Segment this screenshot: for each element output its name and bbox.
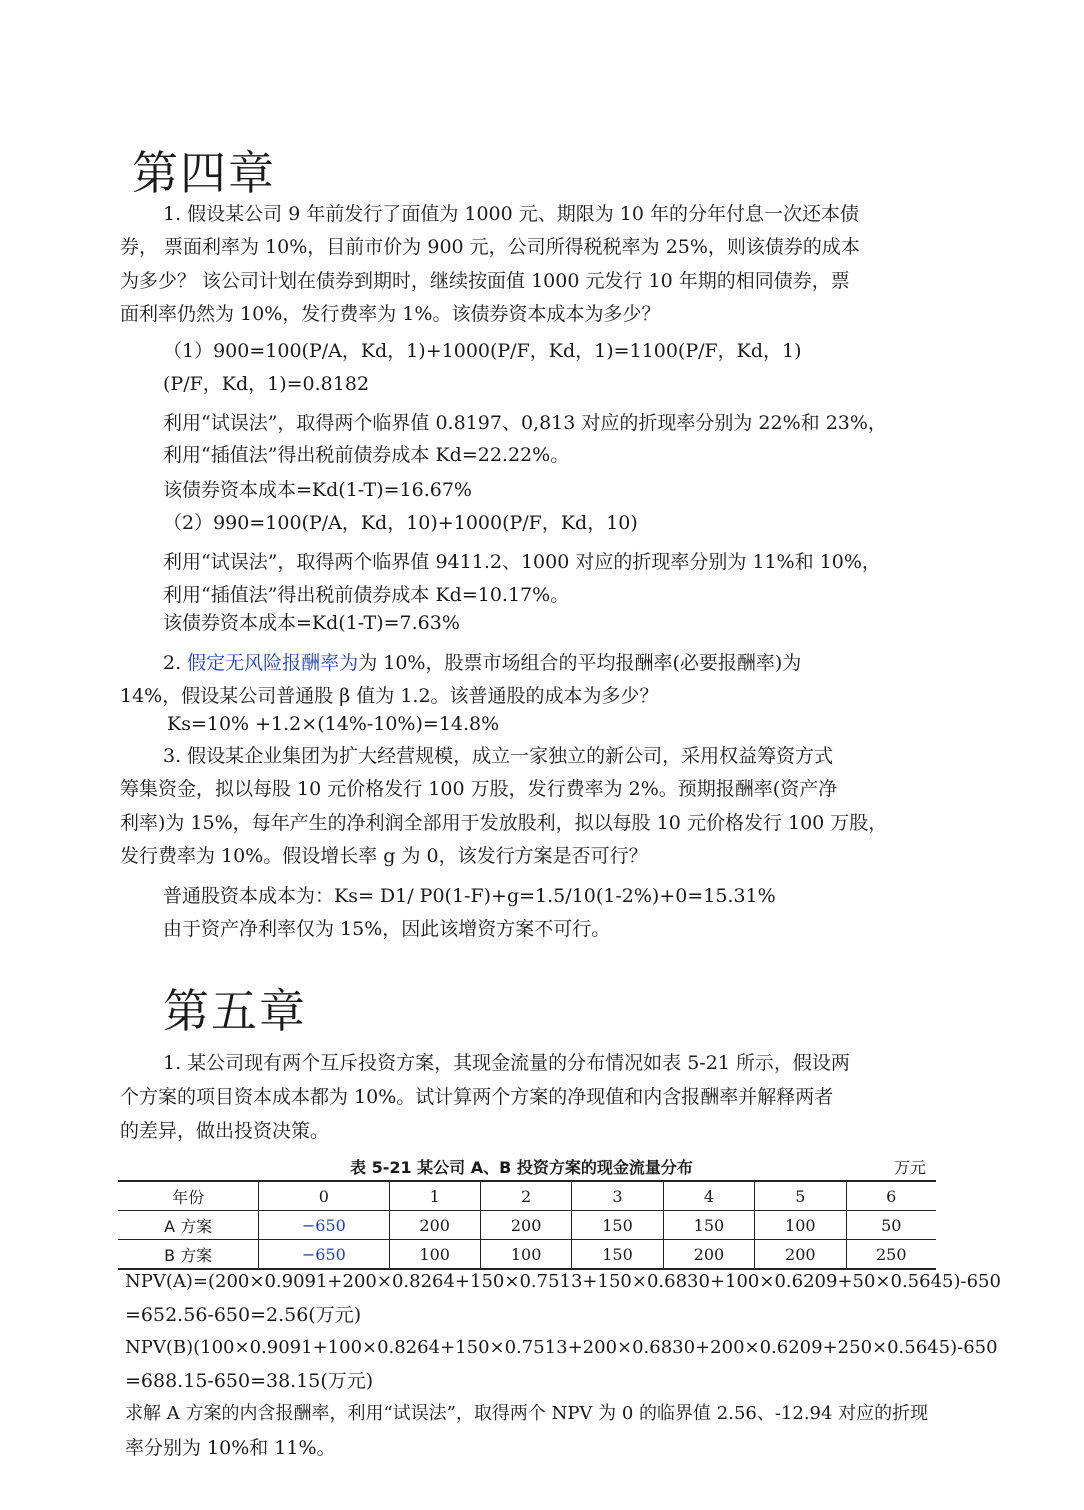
table-cell: 150 <box>572 1240 663 1270</box>
chapter-4-title: 第四章 <box>132 146 276 200</box>
table-cell: 4 <box>663 1181 754 1211</box>
table-unit: 万元 <box>894 1158 927 1177</box>
table-cell: −650 <box>259 1240 389 1270</box>
a1-text-5: 利用“插值法”得出税前债券成本 Kd=10.17%。 <box>163 584 570 606</box>
table-cell: 0 <box>259 1181 389 1211</box>
table-cell: 1 <box>389 1181 480 1211</box>
table-cell: A 方案 <box>118 1211 259 1240</box>
npv-b-result: =688.15-650=38.15(万元) <box>125 1370 374 1392</box>
table-cell: 100 <box>755 1211 846 1240</box>
q3-answer-2: 由于资产净利率仅为 15%，因此该增资方案不可行。 <box>163 918 611 940</box>
table-cell: 50 <box>846 1211 936 1240</box>
irr-text-2: 率分别为 10%和 11%。 <box>125 1437 336 1459</box>
q2-line-1 <box>163 651 801 675</box>
cash-flow-table <box>118 1180 936 1270</box>
q3-line-2: 筹集资金，拟以每股 10 元价格发行 100 万股，发行费率为 2%。预期报酬率(资产净 <box>120 778 838 800</box>
a1-text-1: 利用“试误法”，取得两个临界值 0.8197、0,813 对应的折现率分别为 22%和 23%， <box>163 412 887 434</box>
table-cell: 200 <box>663 1240 754 1270</box>
q3-line-3: 利率)为 15%，每年产生的净利润全部用于发放股利，拟以每股 10 元价格发行 100 万股， <box>120 812 888 834</box>
c5q1-line-2: 个方案的项目资本成本都为 10%。试计算两个方案的净现值和内含报酬率并解释两者 <box>120 1086 834 1108</box>
table-cell: 年份 <box>118 1181 259 1211</box>
table-caption: 表 5-21 某公司 A、B 投资方案的现金流量分布 <box>350 1158 693 1177</box>
table-cell: 100 <box>480 1240 571 1270</box>
a1-formula-2: (P/F，Kd，1)=0.8182 <box>163 373 370 395</box>
q1-line-4: 面利率仍然为 10%，发行费率为 1%。该债券资本成本为多少？ <box>120 303 661 325</box>
table-header-row <box>118 1181 936 1211</box>
q2-line-2: 14%，假设某公司普通股 β 值为 1.2。该普通股的成本为多少？ <box>120 685 659 707</box>
table-cell: 5 <box>755 1181 846 1211</box>
q1-line-2: 券， 票面利率为 10%，目前市价为 900 元，公司所得税税率为 25%，则该债券的成本 <box>120 236 860 258</box>
table-cell: 6 <box>846 1181 936 1211</box>
q1-line-1: 1. 假设某公司 9 年前发行了面值为 1000 元、期限为 10 年的分年付息一次还本债 <box>163 203 860 225</box>
table-row <box>118 1211 936 1240</box>
npv-a-formula: NPV(A)=(200×0.9091+200×0.8264+150×0.7513+150×0.6830+100×0.6209+50×0.5645)-650 <box>125 1271 1001 1292</box>
a1-text-2: 利用“插值法”得出税前债券成本 Kd=22.22%。 <box>163 444 570 466</box>
npv-b-formula: NPV(B)(100×0.9091+100×0.8264+150×0.7513+200×0.6830+200×0.6209+250×0.5645)-650 <box>125 1337 998 1358</box>
npv-a-result: =652.56-650=2.56(万元) <box>125 1304 362 1326</box>
table-cell: 250 <box>846 1240 936 1270</box>
a1-formula-3: （2）990=100(P/A，Kd，10)+1000(P/F，Kd，10) <box>163 512 638 534</box>
q2-rest: 为 10%，股票市场组合的平均报酬率(必要报酬率)为 <box>358 652 802 674</box>
q1-line-3: 为多少？ 该公司计划在债券到期时，继续按面值 1000 元发行 10 年期的相同债券，票 <box>120 270 850 292</box>
table-cell: 2 <box>480 1181 571 1211</box>
table-cell: 200 <box>389 1211 480 1240</box>
q2-answer: Ks=10% +1.2×(14%-10%)=14.8% <box>167 713 500 735</box>
table-cell: 150 <box>572 1211 663 1240</box>
chapter-5-title: 第五章 <box>163 984 307 1038</box>
q3-answer-1: 普通股资本成本为：Ks= D1/ P0(1-F)+g=1.5/10(1-2%)+0=15.31% <box>163 885 776 907</box>
q2-number: 2. <box>163 652 188 674</box>
q3-line-1: 3. 假设某企业集团为扩大经营规模，成立一家独立的新公司，采用权益筹资方式 <box>163 745 834 767</box>
a1-text-3: 该债券资本成本=Kd(1-T)=16.67% <box>163 479 472 501</box>
c5q1-line-3: 的差异，做出投资决策。 <box>120 1120 330 1142</box>
c5q1-line-1: 1. 某公司现有两个互斥投资方案，其现金流量的分布情况如表 5-21 所示，假设两 <box>163 1052 850 1074</box>
a1-text-4: 利用“试误法”，取得两个临界值 9411.2、1000 对应的折现率分别为 11%和 10%， <box>163 551 881 573</box>
table-cell: 3 <box>572 1181 663 1211</box>
a1-text-6: 该债券资本成本=Kd(1-T)=7.63% <box>163 612 460 634</box>
q2-link[interactable]: 假定无风险报酬率为 <box>187 652 359 674</box>
a1-formula-1: （1）900=100(P/A，Kd，1)+1000(P/F，Kd，1)=1100(P/F，Kd，1) <box>163 340 802 362</box>
table-cell: B 方案 <box>118 1240 259 1270</box>
table-cell: −650 <box>259 1211 389 1240</box>
table-cell: 200 <box>480 1211 571 1240</box>
table-cell: 150 <box>663 1211 754 1240</box>
table-cell: 200 <box>755 1240 846 1270</box>
q3-line-4: 发行费率为 10%。假设增长率 g 为 0，该发行方案是否可行？ <box>120 845 648 867</box>
table-row <box>118 1240 936 1270</box>
irr-text-1: 求解 A 方案的内含报酬率，利用“试误法”，取得两个 NPV 为 0 的临界值 2.56、-12.94 对应的折现 <box>125 1403 929 1424</box>
table-cell: 100 <box>389 1240 480 1270</box>
